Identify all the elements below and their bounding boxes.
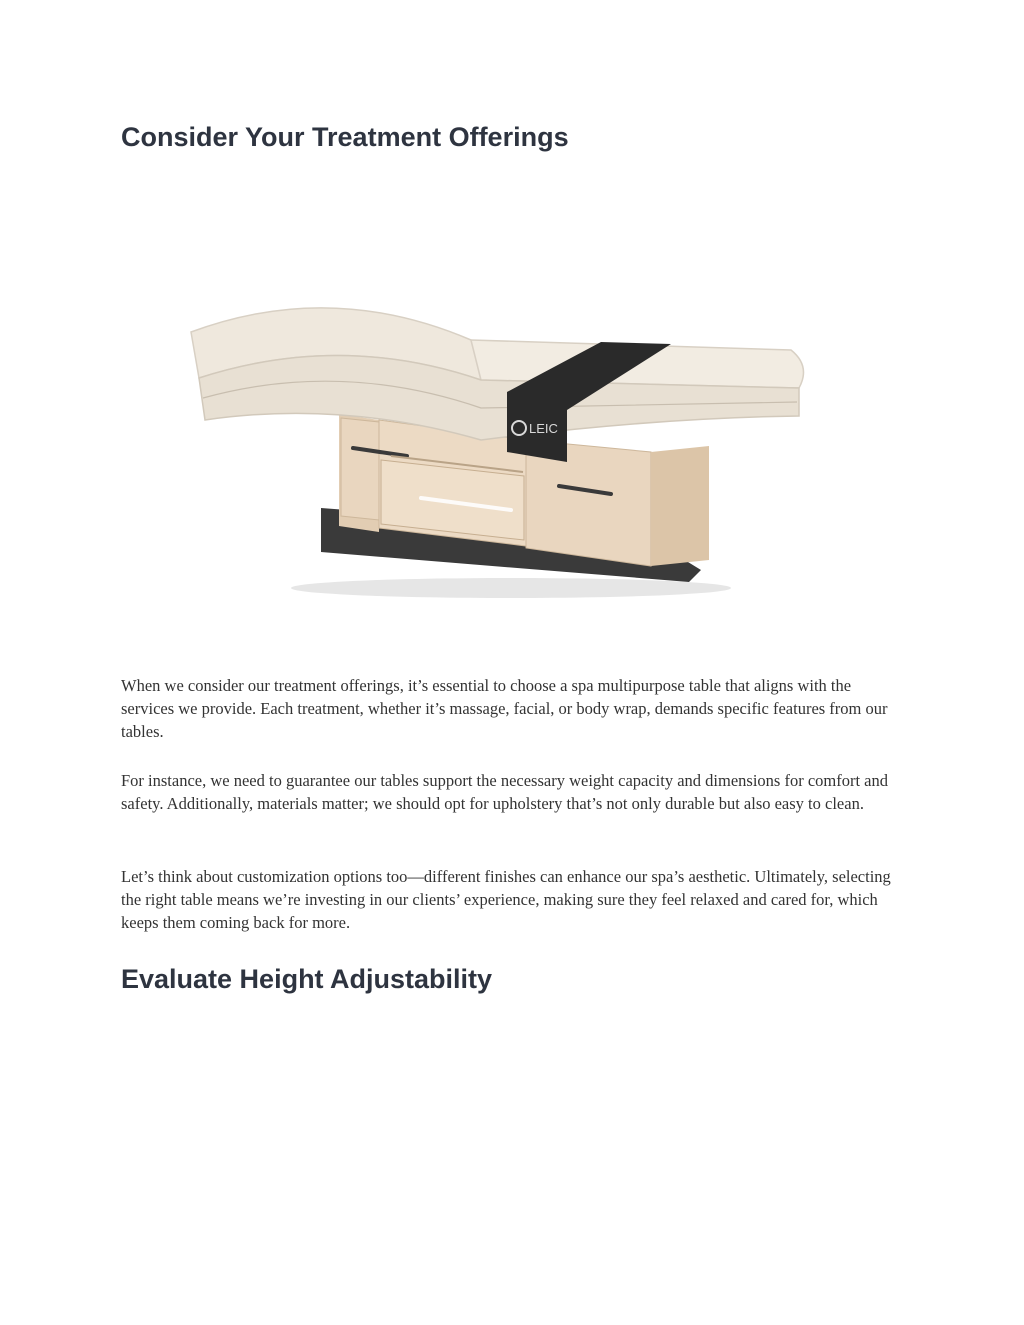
section-heading-treatment-offerings: Consider Your Treatment Offerings (121, 122, 569, 152)
paragraph-weight-materials: For instance, we need to guarantee our tables support the necessary weight capacity and dimensions for comfort and safety. Additionally, materials matter; we should opt for upholstery that’s not only durable but also easy to clean. (121, 771, 889, 813)
cabinet-drawer-left (341, 418, 379, 520)
logo-text: LEIC (529, 421, 558, 436)
paragraph-treatment-intro: When we consider our treatment offerings, it’s essential to choose a spa multipurpose table that aligns with the services we provide. Each treatment, whether it’s massage, facial, or body wrap, demands specific features from our tables. (121, 676, 888, 741)
floor-shadow (291, 578, 731, 598)
paragraph-customization: Let’s think about customization options too—different finishes can enhance our spa’s aesthetic. Ultimately, selecting the right table means we’re investing in our clients’ experience, making sure they feel relaxed and cared for, which keeps them coming back for more. (121, 867, 891, 932)
cabinet-side (651, 446, 709, 566)
cabinet-drawer-right (526, 440, 651, 566)
spa-table-image (181, 270, 881, 610)
section-heading-height-adjustability: Evaluate Height Adjustability (121, 964, 493, 994)
